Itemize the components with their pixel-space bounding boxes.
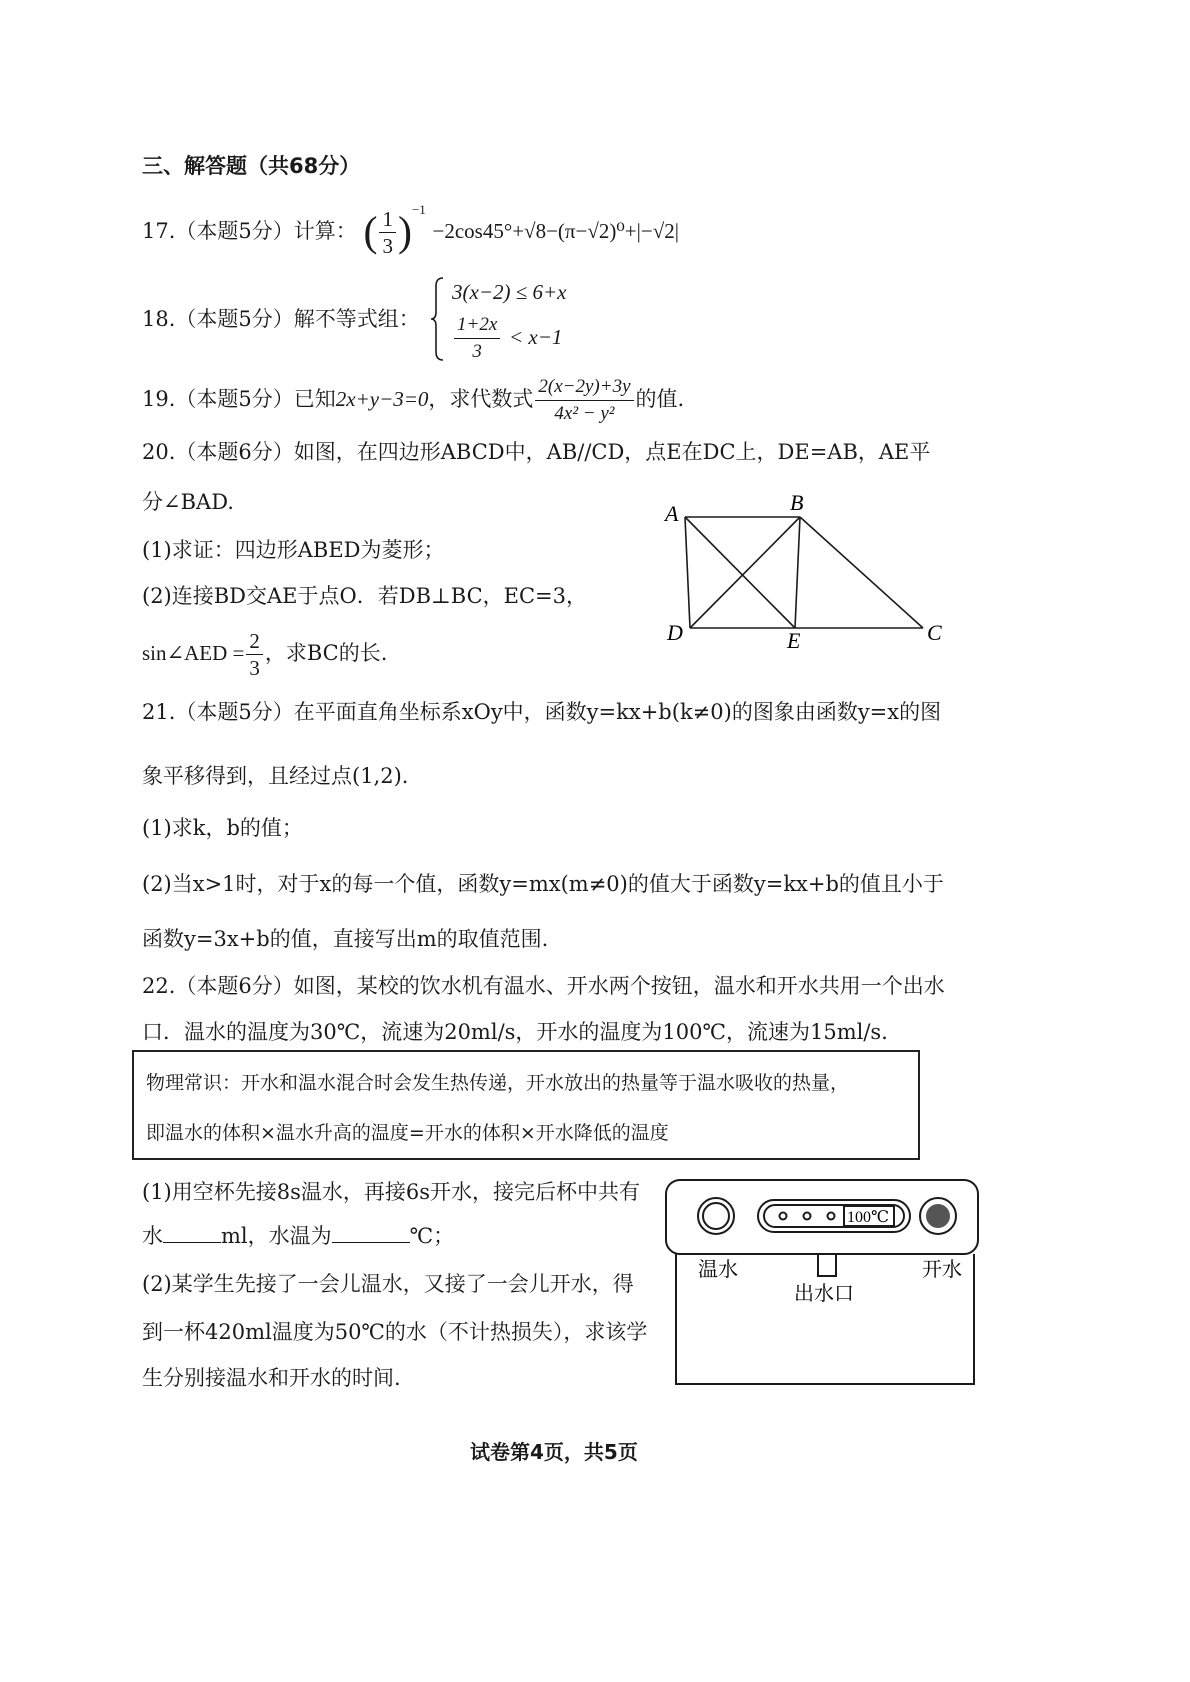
q20-part1: (1)求证：四边形ABED为菱形； [142, 538, 445, 562]
q20-sin-label: sin∠AED = [142, 641, 245, 665]
q20-point-c: C [927, 620, 942, 645]
q17-fraction [379, 206, 396, 259]
q20-point-e: E [787, 628, 801, 653]
q18-brace [430, 276, 444, 362]
q20-point-b: B [790, 490, 804, 515]
q20-frac-den: 3 [249, 656, 260, 680]
q19-ask: ，求代数式 [428, 387, 534, 411]
q17-label: 17.（本题5分）计算： [142, 219, 357, 243]
q22-line1: 22.（本题6分）如图，某校的饮水机有温水、开水两个按钮，温水和开水共用一个出水 [142, 974, 945, 998]
boiling-water-label: 开水 [922, 1259, 962, 1281]
q21-part2b: 函数y=3x+b的值，直接写出m的取值范围. [142, 927, 549, 951]
q17-paren-close: ) [397, 209, 412, 256]
water-outlet [818, 1254, 836, 1276]
q22-part2c: 生分别接温水和开水的时间. [142, 1366, 401, 1390]
q20-quadrilateral-figure [655, 490, 955, 660]
q20-point-d: D [667, 620, 683, 645]
question-19 [142, 374, 684, 427]
q20-line1: 20.（本题6分）如图，在四边形ABCD中，AB//CD，点E在DC上，DE=AB，AE平 [142, 440, 931, 464]
question-17 [142, 196, 679, 259]
q22-part1b-pre: 水 [142, 1224, 163, 1248]
outlet-label: 出水口 [794, 1283, 854, 1305]
q19-given: 2x+y−3=0 [335, 387, 429, 411]
answer-blank-temperature[interactable] [332, 1222, 410, 1243]
q19-den: 4x² − y² [554, 403, 615, 424]
q18-frac-tail: < x−1 [508, 325, 563, 349]
q21-line2: 象平移得到，且经过点(1,2). [142, 764, 409, 788]
q19-end: 的值. [635, 387, 685, 411]
q18-inequality-1: 3(x−2) ≤ 6+x [452, 280, 567, 304]
physics-note-line2: 即温水的体积×温水升高的温度=开水的体积×开水降低的温度 [146, 1122, 669, 1144]
q17-frac-num: 1 [379, 206, 396, 233]
q20-part3-end: ，求BC的长. [264, 641, 388, 665]
q22-part1b-end: ℃； [409, 1224, 455, 1248]
answer-blank-volume[interactable] [163, 1222, 221, 1243]
q22-part1b [142, 1222, 454, 1250]
q19-num: 2(x−2y)+3y [535, 374, 633, 401]
page-footer: 试卷第4页，共5页 [470, 1440, 638, 1464]
q21-part2a: (2)当x>1时，对于x的每一个值，函数y=mx(m≠0)的值大于函数y=kx+b的值且小于 [142, 872, 944, 896]
q22-part2a: (2)某学生先接了一会儿温水，又接了一会儿开水，得 [142, 1272, 634, 1296]
q20-frac-num: 2 [246, 628, 263, 655]
q18-frac-den: 3 [472, 341, 482, 362]
q20-part2: (2)连接BD交AE于点O．若DB⊥BC，EC=3， [142, 584, 587, 608]
q21-line1: 21.（本题5分）在平面直角坐标系xOy中，函数y=kx+b(k≠0)的图象由函数y=x的图 [142, 700, 942, 724]
q17-expression: −2cos45°+√8−(π−√2)⁰+|−√2| [432, 219, 679, 243]
warm-water-label: 温水 [698, 1259, 738, 1281]
q18-label: 18.（本题5分）解不等式组： [142, 307, 420, 331]
physics-note-line1: 物理常识：开水和温水混合时会发生热传递，开水放出的热量等于温水吸收的热量， [146, 1072, 850, 1094]
q20-line2: 分∠BAD. [142, 490, 234, 514]
q18-frac-num: 1+2x [454, 312, 500, 339]
q22-part1b-mid: ml，水温为 [221, 1224, 332, 1248]
section-title: 三、解答题（共68分） [142, 154, 361, 178]
q22-line2: 口．温水的温度为30℃，流速为20ml/s，开水的温度为100℃，流速为15ml/s． [142, 1020, 903, 1044]
q20-point-a: A [665, 501, 679, 526]
q18-inequality-2 [452, 312, 562, 365]
q17-power: −1 [411, 202, 426, 217]
q17-frac-den: 3 [382, 234, 393, 258]
q22-part1a: (1)用空杯先接8s温水，再接6s开水，接完后杯中共有 [142, 1180, 641, 1204]
water-dispenser-figure [660, 1176, 990, 1391]
temperature-display: 100℃ [847, 1209, 889, 1226]
q21-part1: (1)求k，b的值； [142, 816, 303, 840]
q17-paren-open: ( [363, 209, 378, 256]
q19-label: 19.（本题5分）已知 [142, 387, 336, 411]
q20-part3 [142, 628, 387, 681]
q22-part2b: 到一杯420ml温度为50℃的水（不计热损失），求该学 [142, 1320, 648, 1344]
boiling-button-fill [926, 1204, 950, 1228]
